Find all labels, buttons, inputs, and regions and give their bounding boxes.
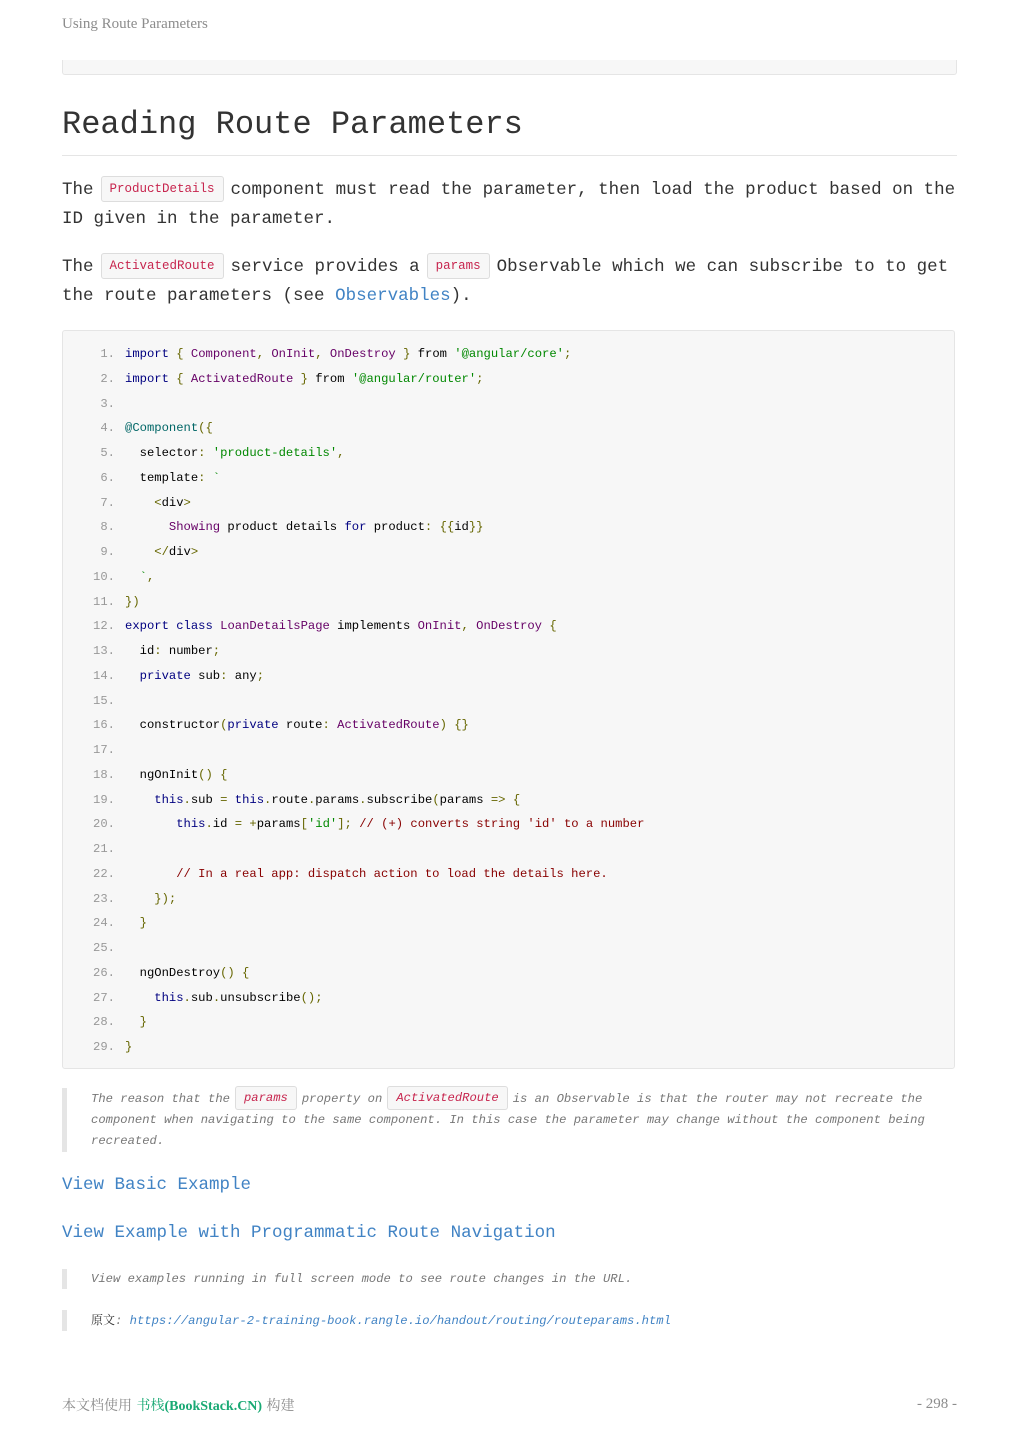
- code-token: =: [220, 792, 228, 807]
- code-token: ngOnDestroy: [125, 965, 221, 980]
- code-token: [125, 916, 140, 930]
- code-token: '@angular/router': [351, 371, 477, 386]
- code-token: :: [198, 446, 206, 460]
- line-number: 10.: [93, 569, 115, 584]
- line-number: 14.: [93, 668, 115, 683]
- para-text: Observable which we can subscribe to to get the route parameters (see: [62, 257, 949, 306]
- code-token: >: [190, 545, 199, 559]
- code-line: [63, 392, 954, 417]
- code-token: ngOnInit: [125, 767, 199, 782]
- code-token: from: [307, 371, 352, 386]
- code-token: ): [439, 718, 447, 733]
- code-token: =>: [490, 792, 506, 807]
- code-token: private: [227, 718, 279, 733]
- para-text: The: [62, 257, 94, 277]
- line-number: 24.: [93, 916, 115, 931]
- code-line: [63, 936, 954, 961]
- code-line: [63, 441, 954, 466]
- code-token: [227, 793, 234, 807]
- code-token: this: [234, 792, 265, 807]
- code-token: ,: [146, 569, 155, 584]
- running-header: Using Route Parameters: [62, 16, 208, 32]
- code-token: {: [176, 347, 184, 361]
- code-line: [63, 961, 954, 986]
- line-number: 18.: [93, 767, 115, 782]
- line-number: 9.: [100, 545, 115, 559]
- code-token: [: [300, 817, 308, 832]
- code-line: [63, 911, 954, 936]
- code-line: [63, 986, 954, 1011]
- code-token: LoanDetailsPage: [220, 619, 330, 634]
- code-token: OnInit: [271, 347, 316, 361]
- code-token: params: [439, 792, 491, 807]
- code-token: ();: [300, 990, 323, 1005]
- code-token: Component: [190, 347, 257, 361]
- code-token: (): [198, 767, 213, 782]
- code-line: [63, 342, 954, 367]
- code-token: +: [249, 817, 257, 832]
- code-token: export: [125, 619, 169, 634]
- code-token: sub: [190, 990, 213, 1005]
- code-token: div: [161, 495, 184, 510]
- code-token: from: [410, 347, 455, 361]
- code-token: {: [220, 767, 228, 782]
- code-token: });: [154, 891, 177, 906]
- code-token: [506, 793, 513, 807]
- code-token: OnInit: [417, 619, 462, 634]
- code-token: selector: [125, 446, 199, 460]
- code-token: }: [139, 1015, 147, 1030]
- para-text: ).: [450, 285, 472, 306]
- line-number: 28.: [93, 1015, 115, 1030]
- section-title: Reading Route Parameters: [62, 105, 957, 156]
- code-token: }: [403, 347, 411, 361]
- inline-code-params: params: [235, 1086, 297, 1110]
- code-token: ,: [256, 347, 265, 361]
- code-token: subscribe: [366, 792, 433, 807]
- source-url-link[interactable]: https://angular-2-training-book.rangle.io/handout/routing/routeparams.html: [129, 1314, 671, 1328]
- brand-cn: 书栈: [136, 1398, 165, 1414]
- line-number: 1.: [100, 347, 115, 361]
- code-line: [63, 862, 954, 887]
- code-token: params: [315, 792, 360, 807]
- paragraph-product-details: [62, 175, 957, 233]
- code-token: [323, 347, 330, 361]
- code-line: [63, 689, 954, 714]
- code-token: ({: [198, 421, 213, 436]
- code-line: [63, 664, 954, 689]
- code-token: }): [125, 594, 140, 609]
- code-token: this: [176, 817, 206, 832]
- code-token: this: [154, 792, 184, 807]
- inline-code-productdetails: ProductDetails: [101, 176, 224, 202]
- code-token: :: [154, 644, 162, 658]
- code-token: [205, 446, 212, 460]
- line-number: 26.: [93, 965, 115, 980]
- code-token: `: [212, 470, 221, 485]
- code-token: .: [212, 990, 221, 1005]
- code-token: @Component: [125, 421, 199, 436]
- code-token: sub: [190, 792, 221, 807]
- code-token: >: [183, 495, 191, 510]
- source-colon: :: [115, 1314, 123, 1328]
- view-programmatic-example-link[interactable]: View Example with Programmatic Route Navigation: [62, 1223, 556, 1243]
- code-token: [125, 545, 154, 559]
- line-number: 17.: [93, 743, 115, 757]
- inline-code-activatedroute: ActivatedRoute: [387, 1086, 507, 1110]
- code-token: }}: [468, 520, 484, 535]
- code-token: :: [220, 668, 228, 683]
- code-token: {}: [454, 718, 469, 733]
- inline-code-activatedroute: ActivatedRoute: [101, 253, 224, 279]
- code-token: [125, 867, 176, 881]
- code-line: [63, 713, 954, 738]
- code-token: ActivatedRoute: [337, 718, 440, 733]
- code-token: constructor: [125, 718, 221, 733]
- code-token: [293, 372, 300, 386]
- para-text: component must read the parameter, then load the product based on the ID given in the parameter.: [62, 180, 956, 229]
- code-token: :: [198, 470, 206, 485]
- code-token: [205, 471, 212, 485]
- code-token: [213, 768, 220, 782]
- previous-code-block-end: [62, 60, 957, 75]
- code-token: unsubscribe: [220, 990, 301, 1005]
- line-number: 22.: [93, 866, 115, 881]
- line-number: 23.: [93, 891, 115, 906]
- line-number: 20.: [93, 817, 115, 832]
- code-token: [125, 1015, 140, 1029]
- note-text: is an Observable is that the router may not recreate the component when navigating to the same component. In this case the parameter may change without the component being recreated.: [91, 1092, 925, 1148]
- code-token: .: [264, 792, 272, 807]
- line-number: 7.: [100, 495, 115, 510]
- code-token: OnDestroy: [329, 347, 396, 361]
- observables-link[interactable]: Observables: [335, 285, 451, 306]
- code-token: params: [256, 817, 301, 832]
- code-token: [125, 496, 154, 510]
- line-number: 25.: [93, 941, 115, 955]
- code-line: [63, 788, 954, 813]
- note-text: property on: [301, 1092, 383, 1106]
- code-token: :: [322, 718, 330, 733]
- code-token: {: [512, 792, 521, 807]
- code-token: <: [154, 495, 162, 510]
- code-token: // (+) converts string 'id' to a number: [359, 817, 645, 832]
- line-number: 11.: [93, 594, 115, 609]
- code-token: import: [125, 371, 169, 386]
- code-token: .: [205, 817, 213, 832]
- code-line: [63, 466, 954, 491]
- code-line: [63, 416, 954, 441]
- code-line: [63, 1035, 954, 1060]
- code-token: =: [234, 817, 243, 832]
- code-token: }: [125, 1040, 133, 1054]
- code-token: [184, 372, 191, 386]
- code-token: ;: [212, 644, 221, 658]
- code-token: .: [359, 792, 367, 807]
- para-text: service provides a: [230, 257, 420, 277]
- code-token: {: [176, 371, 184, 386]
- code-token: {: [242, 965, 250, 980]
- code-token: ,: [337, 446, 345, 460]
- code-token: (: [432, 792, 440, 807]
- code-token: id: [454, 520, 469, 535]
- code-line: [63, 565, 954, 590]
- code-token: :: [424, 520, 433, 535]
- code-line: [63, 590, 954, 615]
- code-token: [184, 347, 191, 361]
- code-token: ;: [476, 371, 484, 386]
- code-token: [235, 966, 242, 980]
- code-token: // In a real app: dispatch action to load the details here.: [176, 866, 608, 881]
- code-token: div: [168, 545, 191, 559]
- code-token: product: [366, 520, 425, 535]
- code-token: this: [154, 990, 184, 1005]
- line-number: 3.: [100, 396, 115, 411]
- code-token: route: [278, 718, 323, 733]
- code-token: [432, 520, 439, 534]
- code-token: '@angular/core': [454, 347, 564, 361]
- inline-code-params: params: [427, 253, 490, 279]
- bookstack-link[interactable]: [136, 1399, 262, 1414]
- line-number: 12.: [93, 619, 115, 634]
- page-number: - 298 -: [917, 1396, 957, 1412]
- code-token: {{: [439, 520, 455, 535]
- para-text: The: [62, 180, 94, 200]
- code-token: ,: [315, 347, 323, 361]
- note-fullscreen: [62, 1269, 957, 1289]
- line-number: 21.: [93, 842, 115, 856]
- code-line: [63, 837, 954, 862]
- line-number: 5.: [100, 446, 115, 460]
- code-line: [63, 367, 954, 392]
- code-token: class: [176, 619, 213, 634]
- paragraph-activated-route: [62, 252, 957, 310]
- code-token: OnDestroy: [476, 619, 542, 634]
- code-line: [63, 763, 954, 788]
- code-line: [63, 515, 954, 540]
- code-line: [63, 639, 954, 664]
- code-token: route: [271, 792, 308, 807]
- code-token: [125, 520, 169, 534]
- note-text: The reason that the: [91, 1092, 230, 1106]
- code-token: .: [307, 792, 316, 807]
- line-number: 27.: [93, 990, 115, 1005]
- brand-en: (BookStack.CN): [164, 1399, 263, 1414]
- code-token: Showing: [168, 520, 221, 535]
- code-token: import: [125, 347, 169, 361]
- code-line: [63, 614, 954, 639]
- code-token: (: [220, 718, 228, 733]
- footer-text: 本文档使用: [62, 1398, 132, 1414]
- line-number: 13.: [93, 644, 115, 658]
- code-token: id: [125, 644, 155, 658]
- code-token: .: [183, 990, 191, 1005]
- code-token: any: [227, 668, 257, 683]
- code-token: [125, 570, 140, 584]
- code-token: template: [125, 470, 199, 485]
- code-token: ,: [461, 619, 469, 634]
- code-token: [125, 991, 154, 1005]
- code-token: 'product-details': [212, 446, 338, 460]
- footer-credit: [62, 1395, 295, 1415]
- code-token: [125, 793, 154, 807]
- code-line: [63, 491, 954, 516]
- code-token: [125, 669, 140, 683]
- code-token: }: [139, 916, 147, 931]
- code-line: [63, 887, 954, 912]
- code-token: ];: [337, 817, 352, 832]
- code-token: for: [344, 520, 367, 535]
- code-line: [63, 1010, 954, 1035]
- code-token: {: [549, 619, 557, 634]
- code-token: id: [212, 817, 235, 832]
- code-token: product details: [220, 520, 345, 535]
- code-line: [63, 540, 954, 565]
- code-line: [63, 738, 954, 763]
- code-token: `: [139, 569, 147, 584]
- code-token: ;: [256, 668, 265, 683]
- code-token: </: [154, 545, 169, 559]
- code-token: sub: [190, 668, 221, 683]
- code-token: implements: [329, 619, 418, 634]
- line-number: 16.: [93, 718, 115, 733]
- code-token: number: [161, 644, 213, 658]
- code-token: (): [220, 965, 235, 980]
- line-number: 15.: [93, 693, 115, 708]
- footer-text: 构建: [266, 1398, 295, 1414]
- code-token: .: [183, 792, 191, 807]
- code-block: [62, 330, 955, 1069]
- line-number: 6.: [100, 470, 115, 485]
- note-params-observable: [62, 1088, 957, 1152]
- code-token: ActivatedRoute: [190, 371, 294, 386]
- code-token: }: [300, 371, 308, 386]
- code-line: [63, 812, 954, 837]
- source-label: 原文: [91, 1313, 116, 1327]
- view-basic-example-link[interactable]: View Basic Example: [62, 1175, 252, 1195]
- code-token: [396, 347, 403, 361]
- note-text: View examples running in full screen mode to see route changes in the URL.: [91, 1272, 633, 1286]
- code-token: [125, 817, 176, 831]
- code-token: ;: [564, 347, 572, 361]
- line-number: 29.: [93, 1040, 115, 1054]
- line-number: 4.: [100, 421, 115, 436]
- code-token: private: [139, 668, 191, 683]
- line-number: 2.: [100, 371, 115, 386]
- source-note: [62, 1310, 957, 1331]
- line-number: 8.: [100, 520, 115, 535]
- code-token: 'id': [307, 817, 338, 832]
- code-token: [125, 892, 154, 906]
- line-number: 19.: [93, 792, 115, 807]
